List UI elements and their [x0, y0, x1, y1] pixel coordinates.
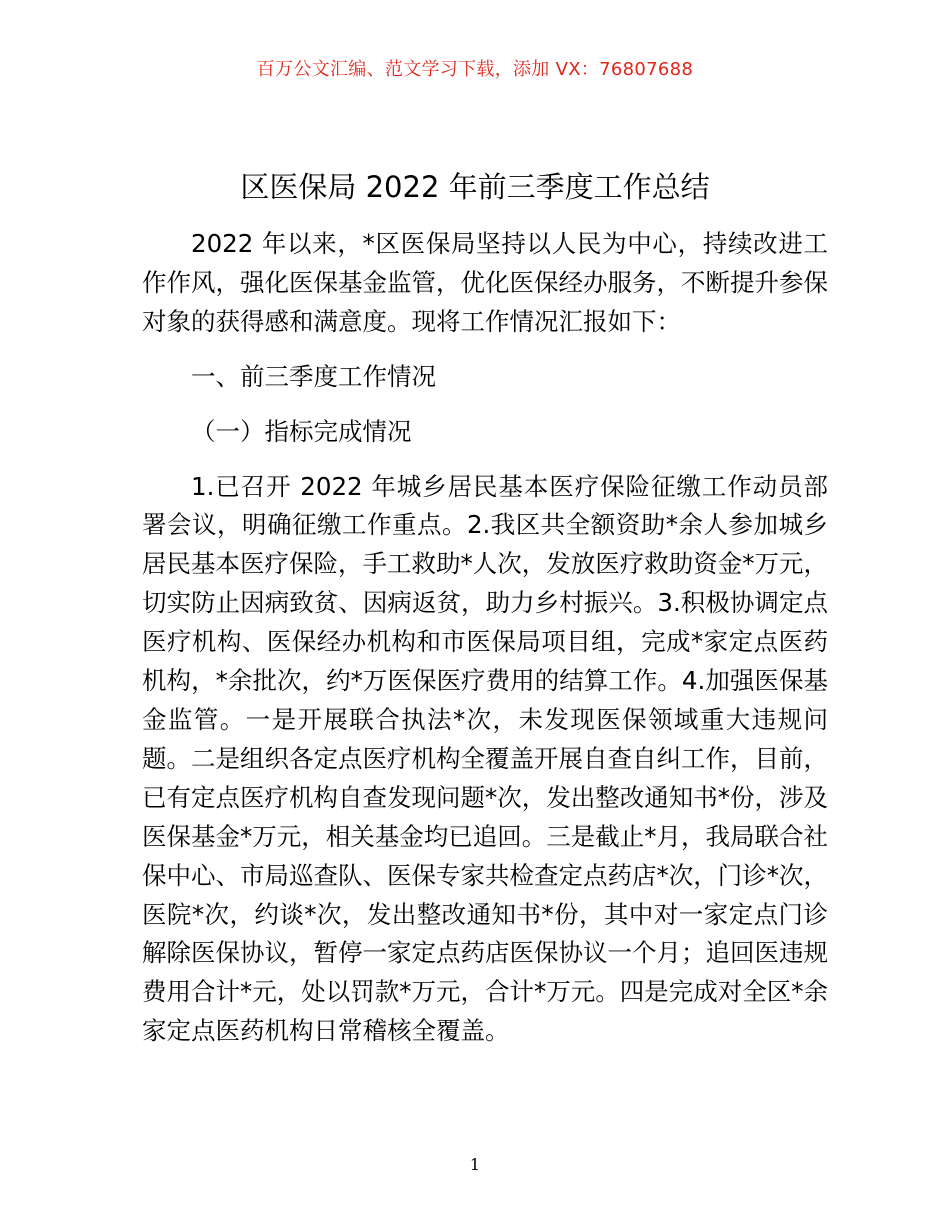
subsection-heading: （一）指标完成情况 — [191, 416, 412, 446]
intro-paragraph: 2022 年以来，*区医保局坚持以人民为中心，持续改进工作作风，强化医保基金监管，优化医保经办服务，不断提升参保对象的获得感和满意度。现将工作情况汇报如下： — [142, 229, 828, 336]
document-title: 区医保局 2022 年前三季度工作总结 — [240, 170, 710, 204]
header-banner: 百万公文汇编、范文学习下载，添加 VX：76807688 — [256, 59, 694, 80]
document-body — [142, 225, 828, 1051]
page-number: 1 — [469, 1155, 481, 1174]
section-heading: 一、前三季度工作情况 — [191, 361, 436, 391]
body-paragraph: 1.已召开 2022 年城乡居民基本医疗保险征缴工作动员部署会议，明确征缴工作重点。2.我区共全额资助*余人参加城乡居民基本医疗保险，手工救助*人次，发放医疗救助资金*万元，切实防止因病致贫、因病返贫，助力乡村振兴。3.积极协调定点医疗机构、医保经办机构和市医保局项目组，完成*家定点医药机构，*余批次，约*万医保医疗费用的结算工作。4.加强医保基金监管。一是开展联合执法*次，未发现医保领域重大违规问题。二是组织各定点医疗机构全覆盖开展自查自纠工作，目前，已有定点医疗机构自查发现问题*次，发出整改通知书*份，涉及医保基金*万元，相关基金均已追回。三是截止*月，我局联合社保中心、市局巡查队、医保专家共检查定点药店*次，门诊*次，医院*次，约谈*次，发出整改通知书*份，其中对一家定点门诊解除医保协议，暂停一家定点药店医保协议一个月；追回医违规费用合计*元，处以罚款*万元，合计*万元。四是完成对全区*余家定点医药机构日常稽核全覆盖。 — [142, 471, 828, 1046]
